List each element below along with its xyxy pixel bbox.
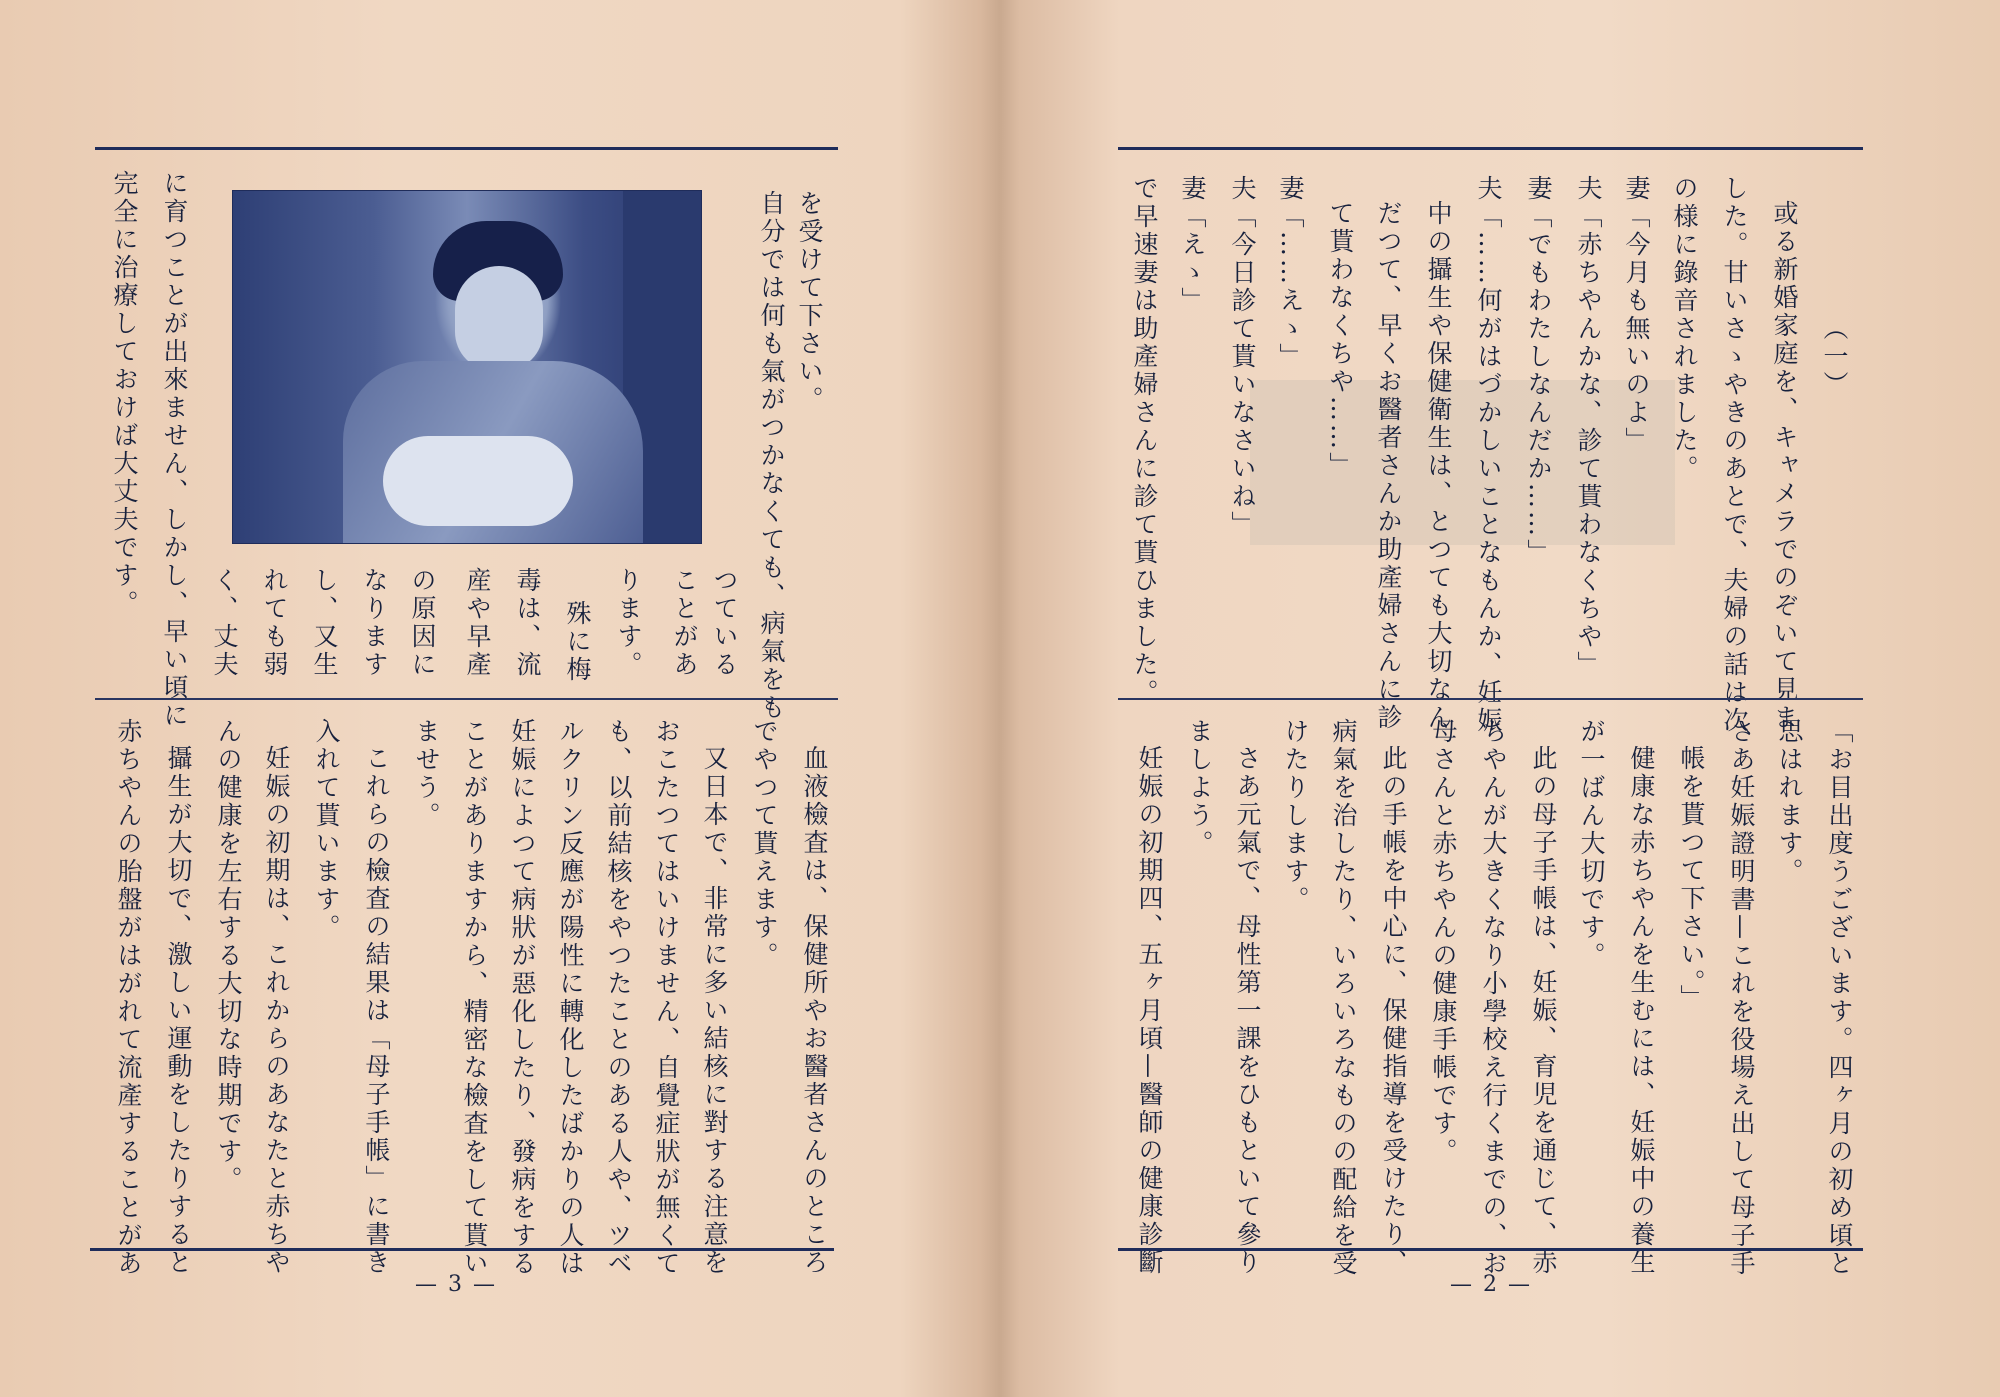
left-bottom-col-14: 攝生が大切で、激しい運動をしたりすると — [164, 745, 193, 1277]
right-top-col-4: の様に錄音されました。 — [1670, 175, 1699, 483]
left-top-col-8: 産や早產 — [463, 567, 492, 679]
right-bottom-col-6: が一ばん大切です。 — [1577, 718, 1606, 970]
right-top-col-14: 妻「えゝ」 — [1178, 175, 1207, 315]
left-top-col-15: 完全に治療しておけば大丈夫です。 — [110, 170, 139, 618]
page-2 — [1000, 0, 2000, 1397]
left-bottom-col-12: 妊娠の初期は、これからのあなたと赤ちや — [262, 745, 291, 1277]
left-bottom-col-8: ことがありますから、精密な檢査をして貰い — [460, 718, 489, 1278]
right-top-col-7: 妻「でもわたしなんだか……」 — [1524, 175, 1553, 567]
left-top-col-10: なります — [360, 567, 389, 679]
right-top-col-1: （一） — [1820, 315, 1849, 399]
left-top-col-6: 殊に梅 — [563, 600, 592, 684]
left-bottom-col-5: も、以前結核をやつたことのある人や、ツベ — [604, 718, 633, 1278]
left-bottom-col-4: おこたつてはいけません、自覺症狀が無くて — [652, 718, 681, 1278]
right-top-col-15: で早速妻は助產婦さんに診て貰ひました。 — [1130, 175, 1159, 707]
page-number: — 2 — — [1450, 1272, 1532, 1297]
middle-rule — [95, 698, 838, 700]
left-top-col-13: く、丈夫 — [210, 567, 239, 679]
right-bottom-col-10: 此の手帳を中心に、保健指導を受けたり、 — [1379, 745, 1408, 1277]
right-top-col-5: 妻「今月も無いのよ」 — [1622, 175, 1651, 455]
right-bottom-col-3: さあ妊娠證明書—これを役場え出して母子手 — [1727, 718, 1756, 1278]
right-bottom-col-15: 妊娠の初期四、五ヶ月頃—醫師の健康診斷 — [1135, 745, 1164, 1277]
right-bottom-col-2: 思はれます。 — [1775, 718, 1804, 886]
left-bottom-col-11: 入れて貰います。 — [312, 718, 341, 942]
mother-and-baby-photo — [232, 190, 702, 544]
right-top-col-10: だつて、早くお醫者さんか助產婦さんに診 — [1374, 200, 1403, 732]
right-bottom-col-14: ましよう。 — [1185, 718, 1214, 858]
left-top-col-12: れても弱 — [260, 567, 289, 679]
right-top-col-2: 或る新婚家庭を、キャメラでのぞいて見ま — [1770, 200, 1799, 732]
left-bottom-col-2: でやつて貰えます。 — [750, 718, 779, 970]
left-bottom-col-9: ませう。 — [412, 718, 441, 830]
left-top-col-5: ります。 — [614, 567, 643, 679]
left-top-col-4: ことがあ — [670, 567, 699, 679]
right-bottom-col-4: 帳を貰つて下さい。」 — [1677, 745, 1706, 1013]
page-number: — 3 — — [415, 1272, 497, 1297]
left-top-col-11: し、又生 — [310, 567, 339, 679]
left-top-col-2: 自分では何も氣がつかなくても、病氣をも — [757, 190, 786, 722]
right-bottom-col-8: ちやんが大きくなり小學校え行くまでの、お — [1479, 718, 1508, 1278]
left-bottom-col-6: ルクリン反應が陽性に轉化したばかりの人は — [556, 718, 585, 1278]
right-bottom-col-9: 母さんと赤ちやんの健康手帳です。 — [1429, 718, 1458, 1166]
right-top-col-9: 中の攝生や保健衛生は、とつても大切なん — [1424, 200, 1453, 732]
left-top-col-14: に育つことが出來ません、しかし、早い頃に — [160, 170, 189, 730]
left-top-col-3: つている — [710, 567, 739, 679]
right-bottom-col-12: けたりします。 — [1281, 718, 1310, 914]
left-top-col-7: 毒は、流 — [513, 567, 542, 679]
left-bottom-col-13: んの健康を左右する大切な時期です。 — [214, 718, 243, 1194]
bottom-rule — [1118, 1248, 1863, 1251]
top-rule — [95, 147, 838, 150]
right-bottom-col-13: さあ元氣で、母性第一課をひもといて參り — [1233, 745, 1262, 1277]
left-top-col-1: を受けて下さい。 — [795, 190, 824, 414]
right-top-col-12: 妻「……えゝ」 — [1276, 175, 1305, 371]
right-top-col-6: 夫「赤ちやんかな、診て貰わなくちや」 — [1574, 175, 1603, 679]
right-bottom-col-7: 此の母子手帳は、妊娠、育児を通じて、赤 — [1529, 745, 1558, 1277]
left-bottom-col-7: 妊娠によつて病狀が惡化したり、發病をする — [508, 718, 537, 1278]
right-top-col-13: 夫「今日診て貰いなさいね」 — [1228, 175, 1257, 539]
middle-rule — [1118, 698, 1863, 700]
right-top-col-11: て貰わなくちや……」 — [1326, 200, 1355, 480]
left-bottom-col-3: 又日本で、非常に多い結核に對する注意を — [700, 745, 729, 1277]
right-top-col-8: 夫「……何がはづかしいことなもんか、妊娠 — [1474, 175, 1503, 735]
left-top-col-9: の原因に — [408, 567, 437, 679]
top-rule — [1118, 147, 1863, 150]
left-bottom-col-15: 赤ちやんの胎盤がはがれて流產することがあ — [114, 718, 143, 1278]
right-top-col-3: した。甘いさゝやきのあとで、夫婦の話は次 — [1720, 175, 1749, 735]
right-bottom-col-11: 病氣を治したり、いろいろなものの配給を受 — [1329, 718, 1358, 1278]
right-bottom-col-5: 健康な赤ちやんを生むには、妊娠中の養生 — [1627, 745, 1656, 1277]
left-bottom-col-1: 血液檢査は、保健所やお醫者さんのところ — [800, 745, 829, 1277]
right-bottom-col-1: 「お目出度うございます。四ヶ月の初め頃と — [1825, 718, 1854, 1278]
bottom-rule — [90, 1248, 834, 1251]
left-bottom-col-10: これらの檢査の結果は「母子手帳」に書き — [362, 745, 391, 1277]
